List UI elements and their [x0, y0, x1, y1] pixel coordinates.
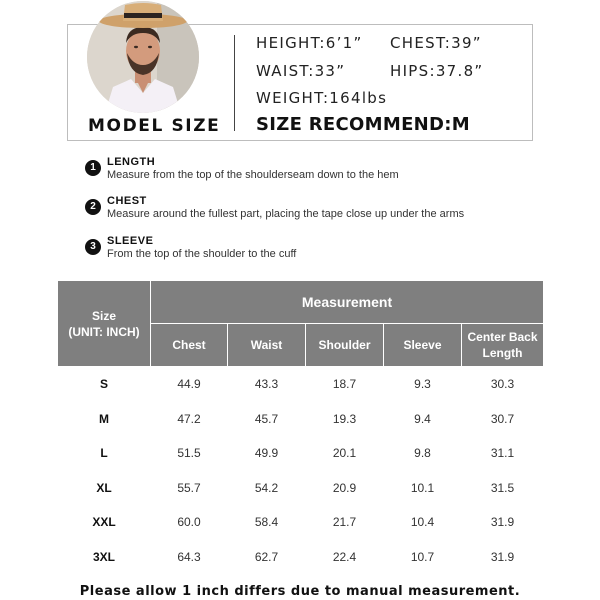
guide-desc: Measure from the top of the shoulderseam down to the hem	[107, 169, 399, 181]
measurement-disclaimer: Please allow 1 inch differs due to manual measurement.	[79, 584, 521, 599]
sleeve-cell: 9.4	[414, 411, 431, 426]
table-row	[58, 505, 544, 540]
guide-title: SLEEVE	[107, 235, 154, 247]
size-cell: L	[100, 446, 108, 461]
table-row	[58, 367, 544, 402]
size-cell: XXL	[92, 515, 116, 530]
shoulder-cell: 20.9	[332, 480, 357, 495]
chest-cell: 55.7	[177, 480, 201, 495]
size-header	[58, 281, 151, 367]
column-header-shoulder: Shoulder	[306, 324, 384, 367]
size-cell: 3XL	[92, 549, 115, 564]
size-recommend: SIZE RECOMMEND:M	[256, 114, 470, 135]
sleeve-cell: 9.8	[414, 446, 431, 461]
size-cell: XL	[96, 480, 112, 495]
model-hips: HIPS:37.8”	[390, 62, 484, 80]
model-height: HEIGHT:6’1”	[256, 34, 363, 52]
shoulder-cell: 19.3	[332, 411, 357, 426]
size-header-label: Size	[91, 308, 116, 323]
model-photo	[87, 1, 199, 113]
sleeve-cell: 10.4	[410, 515, 435, 530]
waist-cell: 58.4	[254, 515, 279, 530]
chest-cell: 44.9	[177, 377, 201, 392]
number-1-icon: 1	[85, 160, 101, 176]
column-header-waist: Waist	[228, 324, 306, 367]
shoulder-cell: 20.1	[332, 446, 357, 461]
center-back-length-cell: 31.1	[490, 446, 515, 461]
column-header-chest: Chest	[151, 324, 228, 367]
waist-cell: 62.7	[254, 549, 279, 564]
model-size-label: MODEL SIZE	[88, 116, 221, 136]
number-2-icon: 2	[85, 199, 101, 215]
length-label: Length	[482, 346, 523, 360]
guide-desc: Measure around the fullest part, placing the tape close up under the arms	[107, 208, 465, 220]
center-back-length-cell: 30.7	[490, 411, 515, 426]
number-3-icon: 3	[85, 239, 101, 255]
model-weight: WEIGHT:164lbs	[256, 89, 388, 107]
table-row	[58, 402, 544, 437]
center-back-length-cell: 31.5	[490, 480, 515, 495]
waist-cell: 49.9	[254, 446, 279, 461]
shoulder-cell: 21.7	[332, 515, 357, 530]
chest-cell: 51.5	[177, 446, 201, 461]
column-header-center-back-length	[462, 324, 544, 367]
sleeve-cell: 10.7	[410, 549, 435, 564]
waist-cell: 45.7	[254, 411, 279, 426]
table-row	[58, 436, 544, 471]
chest-cell: 64.3	[177, 549, 201, 564]
column-header-sleeve: Sleeve	[384, 324, 462, 367]
center-back-length-cell: 31.9	[490, 515, 515, 530]
chest-cell: 60.0	[177, 515, 201, 530]
center-back-length-cell: 30.3	[490, 377, 515, 392]
size-cell: S	[99, 377, 108, 392]
guide-title: CHEST	[107, 195, 147, 207]
measurement-header: Measurement	[151, 281, 544, 324]
chest-cell: 47.2	[177, 411, 201, 426]
size-cell: M	[99, 411, 109, 426]
waist-cell: 54.2	[254, 480, 279, 495]
sleeve-cell: 9.3	[414, 377, 431, 392]
center-back-length-cell: 31.9	[490, 549, 515, 564]
model-chest: CHEST:39”	[390, 34, 482, 52]
model-waist: WAIST:33”	[256, 62, 346, 80]
table-row	[58, 540, 544, 575]
size-unit-label: (UNIT: INCH)	[68, 324, 140, 339]
center-back-label: Center Back	[467, 330, 538, 344]
size-chart-table	[57, 280, 543, 574]
waist-cell: 43.3	[254, 377, 279, 392]
sleeve-cell: 10.1	[410, 480, 435, 495]
shoulder-cell: 22.4	[332, 549, 357, 564]
divider	[234, 35, 235, 131]
shoulder-cell: 18.7	[332, 377, 357, 392]
table-row	[58, 471, 544, 506]
guide-title: LENGTH	[107, 156, 156, 168]
guide-desc: From the top of the shoulder to the cuff	[107, 248, 297, 260]
